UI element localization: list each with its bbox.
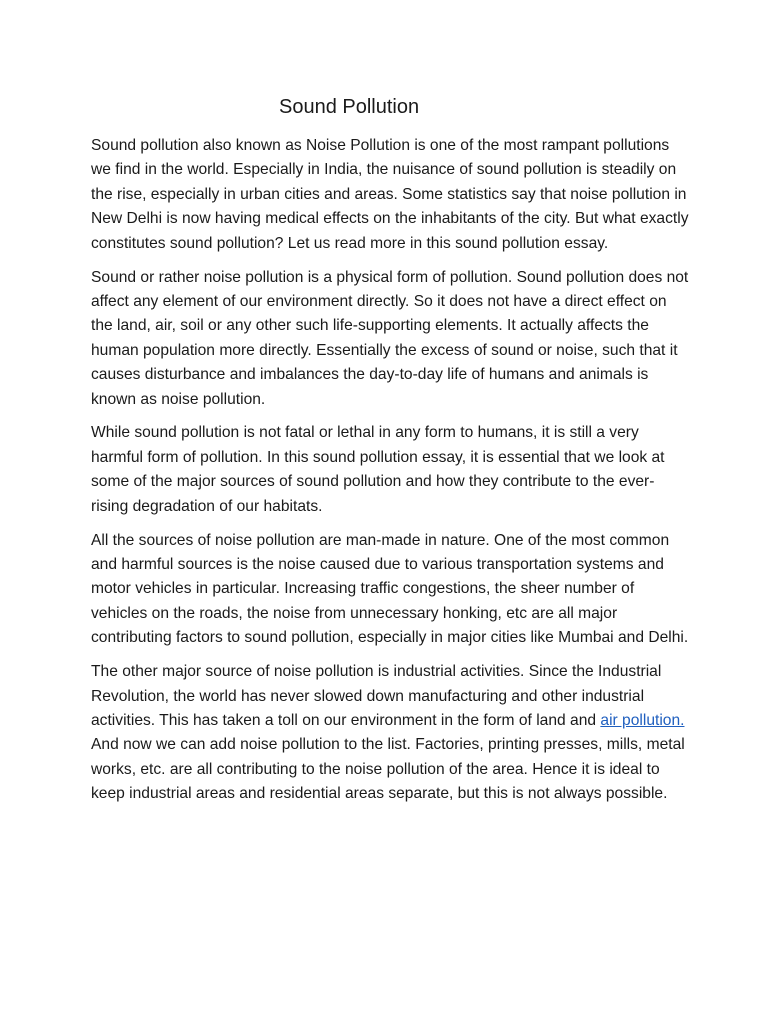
- paragraph-2: Sound or rather noise pollution is a physical form of pollution. Sound pollution does not affect any element of our environment directly. So it does not have a direct effect on the land, air, soil or any other such life-supporting elements. It actually affects the human population more directly. Essentially the excess of sound or noise, such that it causes disturbance and imbalances the day-to-day life of humans and animals is known as noise pollution.: [91, 268, 689, 408]
- paragraph-4: All the sources of noise pollution are man-made in nature. One of the most common and harmful sources is the noise caused due to various transportation systems and motor vehicles in particular. Increasing traffic congestions, the sheer number of vehicles on the roads, the noise from unnecessary honking, etc are all major contributing factors to sound pollution, especially in major cities like Mumbai and Delhi.: [91, 531, 689, 647]
- paragraph-5-text-before: The other major source of noise pollution is industrial activities. Since the Industrial Revolution, the world has never slowed down manufacturing and other industrial activities. This has taken a toll on our environment in the form of land and: [91, 663, 662, 729]
- paragraph-1: Sound pollution also known as Noise Pollution is one of the most rampant pollutions we find in the world. Especially in India, the nuisance of sound pollution is steadily on the rise, especially in urban cities and areas. Some statistics say that noise pollution in New Delhi is now having medical effects on the inhabitants of the city. But what exactly constitutes sound pollution? Let us read more in this sound pollution essay.: [91, 137, 689, 252]
- page-title: Sound Pollution: [279, 96, 420, 118]
- paragraph-3: While sound pollution is not fatal or lethal in any form to humans, it is still a very harmful form of pollution. In this sound pollution essay, it is essential that we look at some of the major sources of sound pollution and how they contribute to the ever-rising degradation of our habitats.: [91, 424, 665, 515]
- essay-body: [91, 134, 691, 816]
- air-pollution-link[interactable]: air pollution.: [600, 711, 685, 729]
- paragraph-5: [91, 660, 691, 806]
- paragraph-5-text-after: And now we can add noise pollution to the list. Factories, printing presses, mills, metal works, etc. are all contributing to the noise pollution of the area. Hence it is ideal to keep industrial areas and residential areas separate, but this is not always possible.: [91, 736, 685, 803]
